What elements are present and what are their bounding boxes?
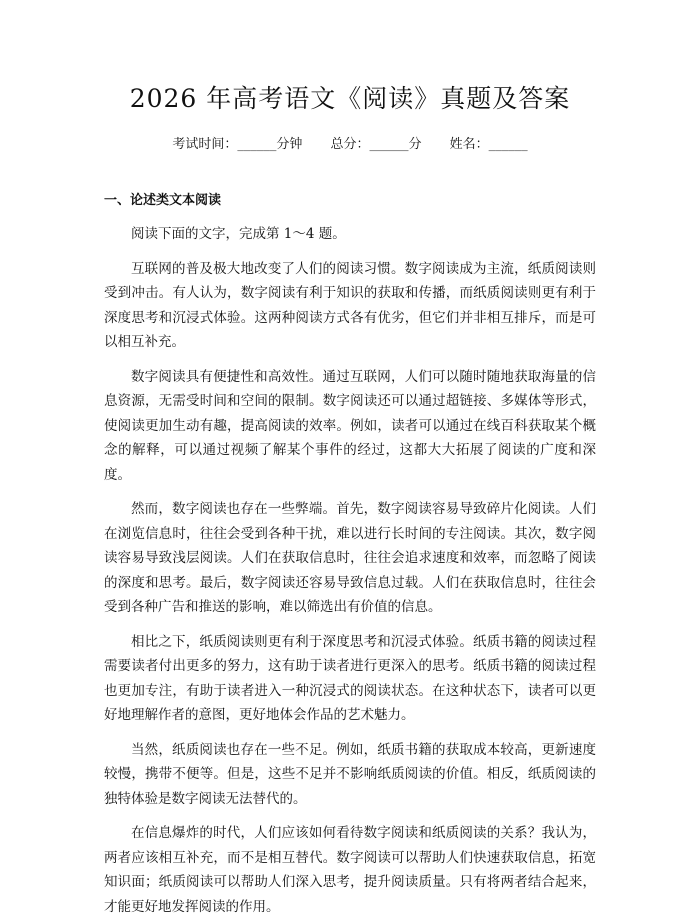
exam-time: 考试时间：______分钟 [172, 137, 303, 152]
student-name: 姓名：______ [449, 137, 528, 152]
paragraph-3: 然而，数字阅读也存在一些弊端。首先，数字阅读容易导致碎片化阅读。人们在浏览信息时，往往会受到各种干扰，难以进行长时间的专注阅读。其次，数字阅读容易导致浅层阅读。人们在获取信息时，往往会追求速度和效率，而忽略了阅读的深度和思考。最后，数字阅读还容易导致信息过载。人们在获取信息时，往往会受到各种广告和推送的影响，难以筛选出有价值的信息。 [104, 501, 596, 615]
paragraph-4: 相比之下，纸质阅读则更有利于深度思考和沉浸式体验。纸质书籍的阅读过程需要读者付出更多的努力，这有助于读者进行更深入的思考。纸质书籍的阅读过程也更加专注，有助于读者进入一种沉浸式的阅读状态。在这种状态下，读者可以更好地理解作者的意图，更好地体会作品的艺术魅力。 [104, 633, 596, 723]
exam-meta [104, 136, 596, 154]
instruction-text: 阅读下面的文字，完成第 1～4 题。 [131, 226, 346, 242]
paragraph-6: 在信息爆炸的时代，人们应该如何看待数字阅读和纸质阅读的关系？我认为，两者应该相互补充，而不是相互替代。数字阅读可以帮助人们快速获取信息，拓宽知识面；纸质阅读可以帮助人们深入思考，提升阅读质量。只有将两者结合起来，才能更好地发挥阅读的作用。 [104, 825, 596, 915]
paragraph-5: 当然，纸质阅读也存在一些不足。例如，纸质书籍的获取成本较高，更新速度较慢，携带不便等。但是，这些不足并不影响纸质阅读的价值。相反，纸质阅读的独特体验是数字阅读无法替代的。 [104, 741, 596, 807]
paragraph-1: 互联网的普及极大地改变了人们的阅读习惯。数字阅读成为主流，纸质阅读则受到冲击。有人认为，数字阅读有利于知识的获取和传播，而纸质阅读则更有利于深度思考和沉浸式体验。这两种阅读方式各有优劣，但它们并非相互排斥，而是可以相互补充。 [104, 260, 596, 350]
section-heading: 一、论述类文本阅读 [104, 193, 222, 208]
total-score: 总分：______分 [330, 137, 422, 152]
paragraph-2: 数字阅读具有便捷性和高效性。通过互联网，人们可以随时随地获取海量的信息资源，无需受时间和空间的限制。数字阅读还可以通过超链接、多媒体等形式，使阅读更加生动有趣，提高阅读的效率。例如，读者可以通过在线百科获取某个概念的解释，可以通过视频了解某个事件的经过，这都大大拓展了阅读的广度和深度。 [104, 368, 596, 483]
page-title: 2026 年高考语文《阅读》真题及答案 [129, 84, 571, 113]
